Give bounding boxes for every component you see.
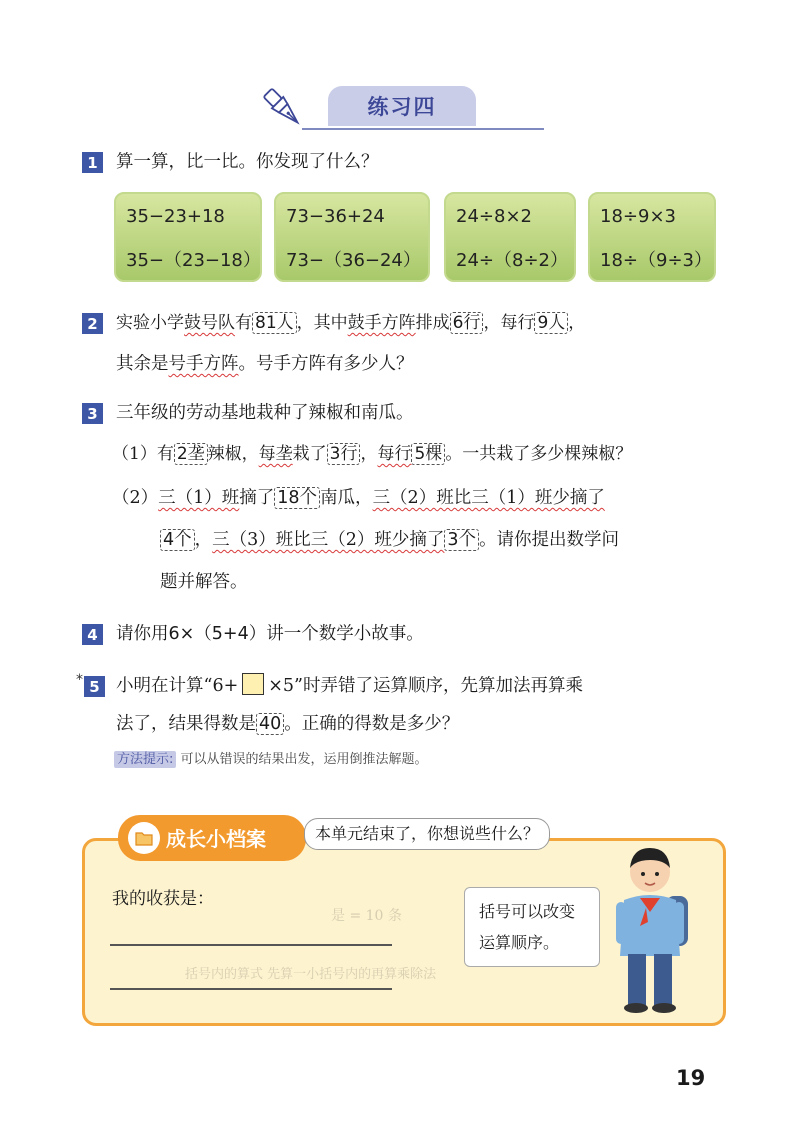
text: 摘了 (239, 488, 275, 508)
problem-number-4: 4 (82, 624, 103, 645)
section-header (262, 86, 544, 134)
problem-3-q2-line-1 (112, 484, 605, 512)
text: 请你用 (116, 624, 169, 644)
problem-3-q2-line-2 (160, 526, 619, 554)
expression: 18÷9×3 (600, 206, 676, 227)
blank-box (242, 673, 264, 695)
keyword: 每垄 (258, 444, 293, 464)
expression: 73−（36−24） (286, 250, 421, 271)
boxed-number: 40 (256, 713, 284, 735)
problem-1-text: 算一算，比一比。你发现了什么？ (116, 152, 379, 172)
problem-5-line-2 (116, 710, 459, 738)
writing-line[interactable] (110, 944, 392, 946)
keyword: 每行 (377, 444, 412, 464)
text: ×5”时弄错了运算顺序，先算加法再算乘 (268, 676, 583, 696)
keyword: 号手方阵 (168, 354, 239, 374)
page-number: 19 (676, 1066, 706, 1090)
boxed-number: 81人 (252, 312, 297, 334)
text: （1）有 (112, 444, 174, 464)
text: （2） (112, 488, 159, 508)
text: ， (568, 313, 586, 333)
keyword: 三（1）班 (158, 488, 240, 508)
expression: 24÷（8÷2） (456, 250, 568, 271)
boxed-number: 5棵 (411, 443, 445, 465)
harvest-label: 我的收获是： (112, 889, 214, 909)
method-hint (114, 748, 428, 767)
text: ，其中 (296, 313, 348, 333)
hint-text: 可以从错误的结果出发，运用倒推法解题。 (180, 752, 428, 767)
text: 有 (235, 313, 252, 333)
header-rule (302, 128, 544, 130)
archive-prompt-bubble: 本单元结束了，你想说些什么？ (304, 818, 550, 850)
text: 小明在计算“6+ (116, 676, 239, 696)
problem-number-1: 1 (82, 152, 103, 173)
expression: 24÷8×2 (456, 206, 532, 227)
text: 栽了 (292, 444, 327, 464)
keyword: 鼓手方阵 (347, 313, 416, 333)
keyword: 三（2）班比三（1）班少摘了 (372, 488, 605, 508)
expression-card-4 (588, 192, 716, 282)
boxed-number: 4个 (160, 529, 195, 551)
text: 法了，结果得数是 (116, 714, 256, 734)
speech-bubble (464, 887, 600, 967)
text: ， (360, 444, 378, 464)
text: 南瓜， (320, 488, 373, 508)
problem-number-3: 3 (82, 403, 103, 424)
expression: 73−36+24 (286, 206, 385, 227)
problem-number-2: 2 (82, 313, 103, 334)
archive-title-tab (118, 815, 306, 861)
expression: 35−（23−18） (126, 250, 261, 271)
keyword: 三（3）班比三（2）班少摘了 (212, 530, 445, 550)
fountain-pen-icon (262, 88, 306, 130)
expression: 35−23+18 (126, 206, 225, 227)
student-illustration (600, 838, 700, 1018)
expression: 6×（5+4） (168, 624, 267, 644)
text: 讲一个数学小故事。 (266, 624, 424, 644)
problem-5-line-1 (116, 672, 583, 700)
text: 排成 (415, 313, 450, 333)
challenge-star: * (76, 672, 83, 688)
text: 。号手方阵有多少人？ (238, 354, 414, 374)
boxed-number: 2垄 (174, 443, 208, 465)
faint-background-text: 括号内的算式 先算一小括号内的再算乘除法 (185, 967, 437, 982)
expression: 18÷（9÷3） (600, 250, 712, 271)
archive-title: 成长小档案 (166, 827, 266, 851)
text: 实验小学 (116, 313, 184, 333)
text: ， (194, 530, 213, 550)
text: 辣椒 (207, 444, 242, 464)
problem-4-text (116, 620, 424, 648)
boxed-number: 3行 (327, 443, 361, 465)
bubble-text: 括号可以改变 (479, 902, 576, 921)
boxed-number: 6行 (450, 312, 484, 334)
problem-2-line-2 (116, 350, 414, 378)
writing-line[interactable] (110, 988, 392, 990)
hint-tag: 方法提示: (114, 751, 176, 768)
problem-3-q2-line-3: 题并解答。 (160, 572, 248, 592)
problem-3-text: 三年级的劳动基地栽种了辣椒和南瓜。 (116, 403, 414, 423)
boxed-number: 18个 (274, 487, 320, 509)
keyword: 鼓号队 (184, 313, 235, 333)
header-title: 练习四 (328, 86, 476, 126)
expression-card-3 (444, 192, 576, 282)
boxed-number: 3个 (444, 529, 479, 551)
expression-card-2 (274, 192, 430, 282)
problem-number-5: 5 (84, 676, 105, 697)
problem-2-line-1 (116, 309, 585, 337)
expression-card-1 (114, 192, 262, 282)
faint-background-text: 是 = 10 条 (331, 908, 402, 924)
text: 。一共栽了多少棵辣椒？ (445, 444, 633, 464)
folder-icon (128, 822, 160, 854)
boxed-number: 9人 (534, 312, 568, 334)
text: 。请你提出数学问 (479, 530, 620, 550)
problem-3-q1 (112, 440, 632, 468)
text: 其余是 (116, 354, 169, 374)
text: 。正确的得数是多少？ (284, 714, 460, 734)
text: ， (241, 444, 259, 464)
text: ，每行 (483, 313, 535, 333)
bubble-text: 运算顺序。 (479, 933, 560, 952)
